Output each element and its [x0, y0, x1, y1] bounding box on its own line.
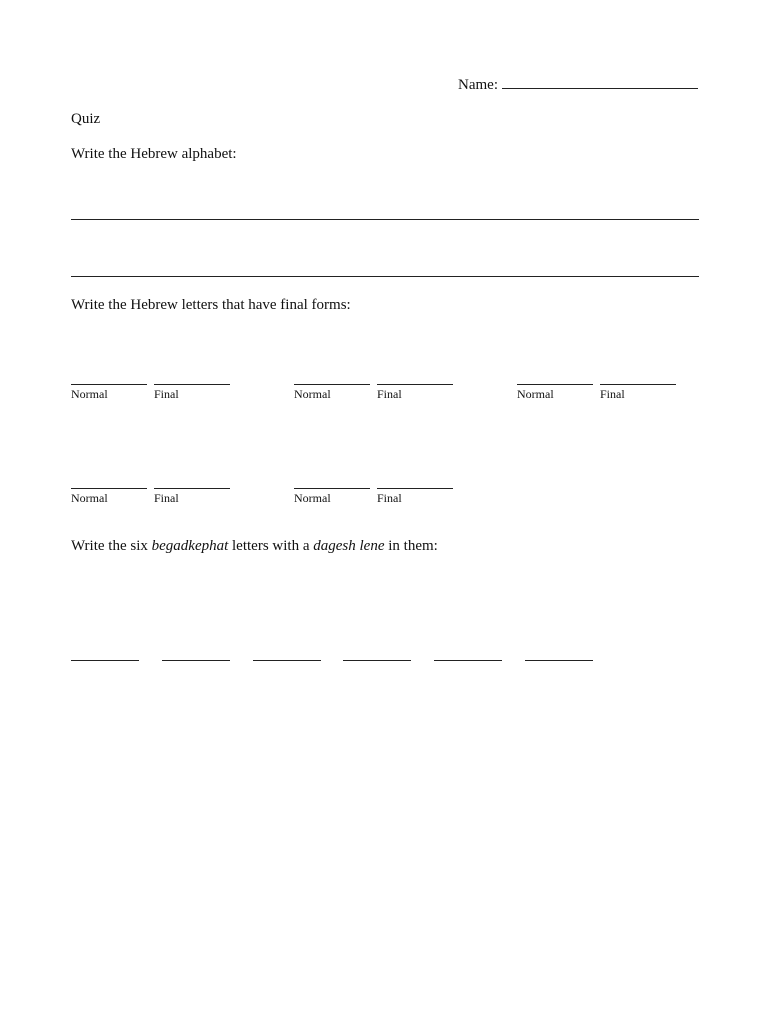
final-forms-prompt: Write the Hebrew letters that have final forms: — [71, 297, 351, 313]
final-label: Final — [600, 387, 625, 401]
begadkephat-term: begadkephat — [151, 538, 229, 554]
name-label: Name: — [458, 77, 498, 93]
final-blank[interactable] — [600, 384, 676, 385]
quiz-title: Quiz — [71, 111, 101, 127]
normal-label: Normal — [294, 491, 331, 505]
final-form-pair — [71, 488, 241, 518]
begadkephat-blank-6[interactable] — [525, 660, 593, 661]
normal-label: Normal — [71, 491, 108, 505]
begadkephat-prompt-part: letters with a — [228, 538, 314, 554]
normal-blank[interactable] — [294, 488, 370, 489]
alphabet-answer-line-1[interactable] — [71, 219, 699, 220]
normal-label: Normal — [517, 387, 554, 401]
final-blank[interactable] — [377, 488, 453, 489]
final-label: Final — [154, 491, 179, 505]
begadkephat-blank-4[interactable] — [343, 660, 411, 661]
final-blank[interactable] — [154, 488, 230, 489]
begadkephat-blank-1[interactable] — [71, 660, 139, 661]
dagesh-lene-term: dagesh lene — [313, 538, 385, 554]
final-label: Final — [377, 491, 402, 505]
begadkephat-prompt-part: Write the six — [71, 538, 152, 554]
final-label: Final — [154, 387, 179, 401]
begadkephat-blank-5[interactable] — [434, 660, 502, 661]
begadkephat-prompt — [71, 538, 438, 555]
name-blank[interactable] — [502, 74, 698, 89]
normal-blank[interactable] — [71, 384, 147, 385]
name-field — [458, 74, 698, 94]
normal-label: Normal — [71, 387, 108, 401]
final-form-pair — [294, 384, 464, 414]
normal-blank[interactable] — [294, 384, 370, 385]
begadkephat-blank-2[interactable] — [162, 660, 230, 661]
final-form-pair — [71, 384, 241, 414]
final-blank[interactable] — [377, 384, 453, 385]
begadkephat-blank-3[interactable] — [253, 660, 321, 661]
normal-label: Normal — [294, 387, 331, 401]
begadkephat-prompt-part: in them: — [384, 538, 438, 554]
final-label: Final — [377, 387, 402, 401]
normal-blank[interactable] — [517, 384, 593, 385]
final-form-pair — [294, 488, 464, 518]
final-form-pair — [517, 384, 687, 414]
final-blank[interactable] — [154, 384, 230, 385]
alphabet-prompt: Write the Hebrew alphabet: — [71, 146, 237, 162]
alphabet-answer-line-2[interactable] — [71, 276, 699, 277]
normal-blank[interactable] — [71, 488, 147, 489]
